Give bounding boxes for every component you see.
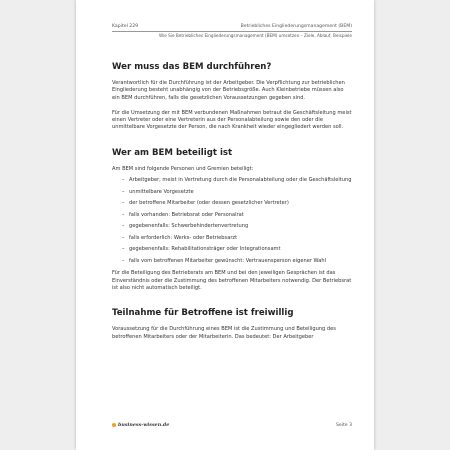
list-item: – falls vorhanden: Betriebsrat oder Personalrat (122, 211, 244, 218)
section-heading-beteiligt: Wer am BEM beteiligt ist (112, 147, 233, 158)
list-item: – gegebenenfalls: Rehabilitationsträger oder Integrationsamt (122, 246, 281, 253)
list-item: – Arbeitgeber, meist in Vertretung durch die Personalabteilung oder die Geschäftsleitung (122, 177, 352, 184)
page-footer (112, 422, 352, 428)
paragraph: Verantwortlich für die Durchführung ist der Arbeitgeber. Die Verpflichtung zur betrieblichen Eingliederung besteht unabhängig von der Betriebsgröße. Auch Kleinbetriebe müssen also ein BEM durchführen, falls die gesetzlichen Voraussetzungen gegeben sind. (112, 80, 345, 101)
list-item: – gegebenenfalls: Schwerbehindertenvertretung (122, 223, 249, 230)
brand-name: business-wissen.de (118, 422, 170, 428)
list-item: – unmittelbare Vorgesetzte (122, 188, 194, 195)
page-header (112, 24, 352, 39)
document-page (76, 0, 374, 450)
list-item: – falls vom betroffenen Mitarbeiter gewünscht: Vertrauensperson eigener Wahl (122, 257, 327, 264)
page-content (112, 62, 352, 341)
list-item: – der betroffene Mitarbeiter (oder dessen gesetzlicher Vertreter) (122, 200, 289, 207)
section-heading-wer-muss: Wer muss das BEM durchführen? (112, 62, 272, 72)
paragraph: Für die Umsetzung der mit BEM verbundenen Maßnahmen betraut die Geschäftsleitung meist einen Vertreter oder eine Vertreterin aus der Personalabteilung sowie den oder die unmittelbare Vorgesetzte der Person, die nach Krankheit wieder eingegliedert werden soll. (112, 109, 352, 131)
page-number: Seite 3 (335, 422, 352, 428)
header-subtitle: Wie Sie Betriebliches Eingliederungsmanagement (BEM) umsetzen – Ziele, Ablauf, Beispiele (112, 31, 352, 39)
header-chapter: Kapitel 229 (112, 24, 139, 29)
section-heading-freiwillig: Teilnahme für Betroffene ist freiwillig (112, 308, 294, 319)
list-item: – falls erforderlich: Werks- oder Betriebsarzt (122, 234, 238, 241)
brand-logo (112, 422, 169, 428)
participant-list (112, 177, 352, 265)
brand-dot-icon (112, 423, 116, 427)
paragraph: Voraussetzung für die Durchführung eines BEM ist die Zustimmung und Beteiligung des betroffenen Mitarbeiters oder der Mitarbeiterin. Das bedeutet: Der Arbeitgeber (112, 326, 336, 340)
paragraph: Für die Beteiligung des Betriebsrats am BEM und bei den jeweiligen Gesprächen ist das Einverständnis oder die Zustimmung des betroffenen Mitarbeiters notwendig. Der Betriebsrat ist also nicht automatisch beteiligt. (112, 270, 352, 291)
list-intro: Am BEM sind folgende Personen und Gremien beteiligt: (112, 165, 254, 172)
header-title: Betriebliches Eingliederungsmanagement (BEM) (240, 24, 352, 29)
